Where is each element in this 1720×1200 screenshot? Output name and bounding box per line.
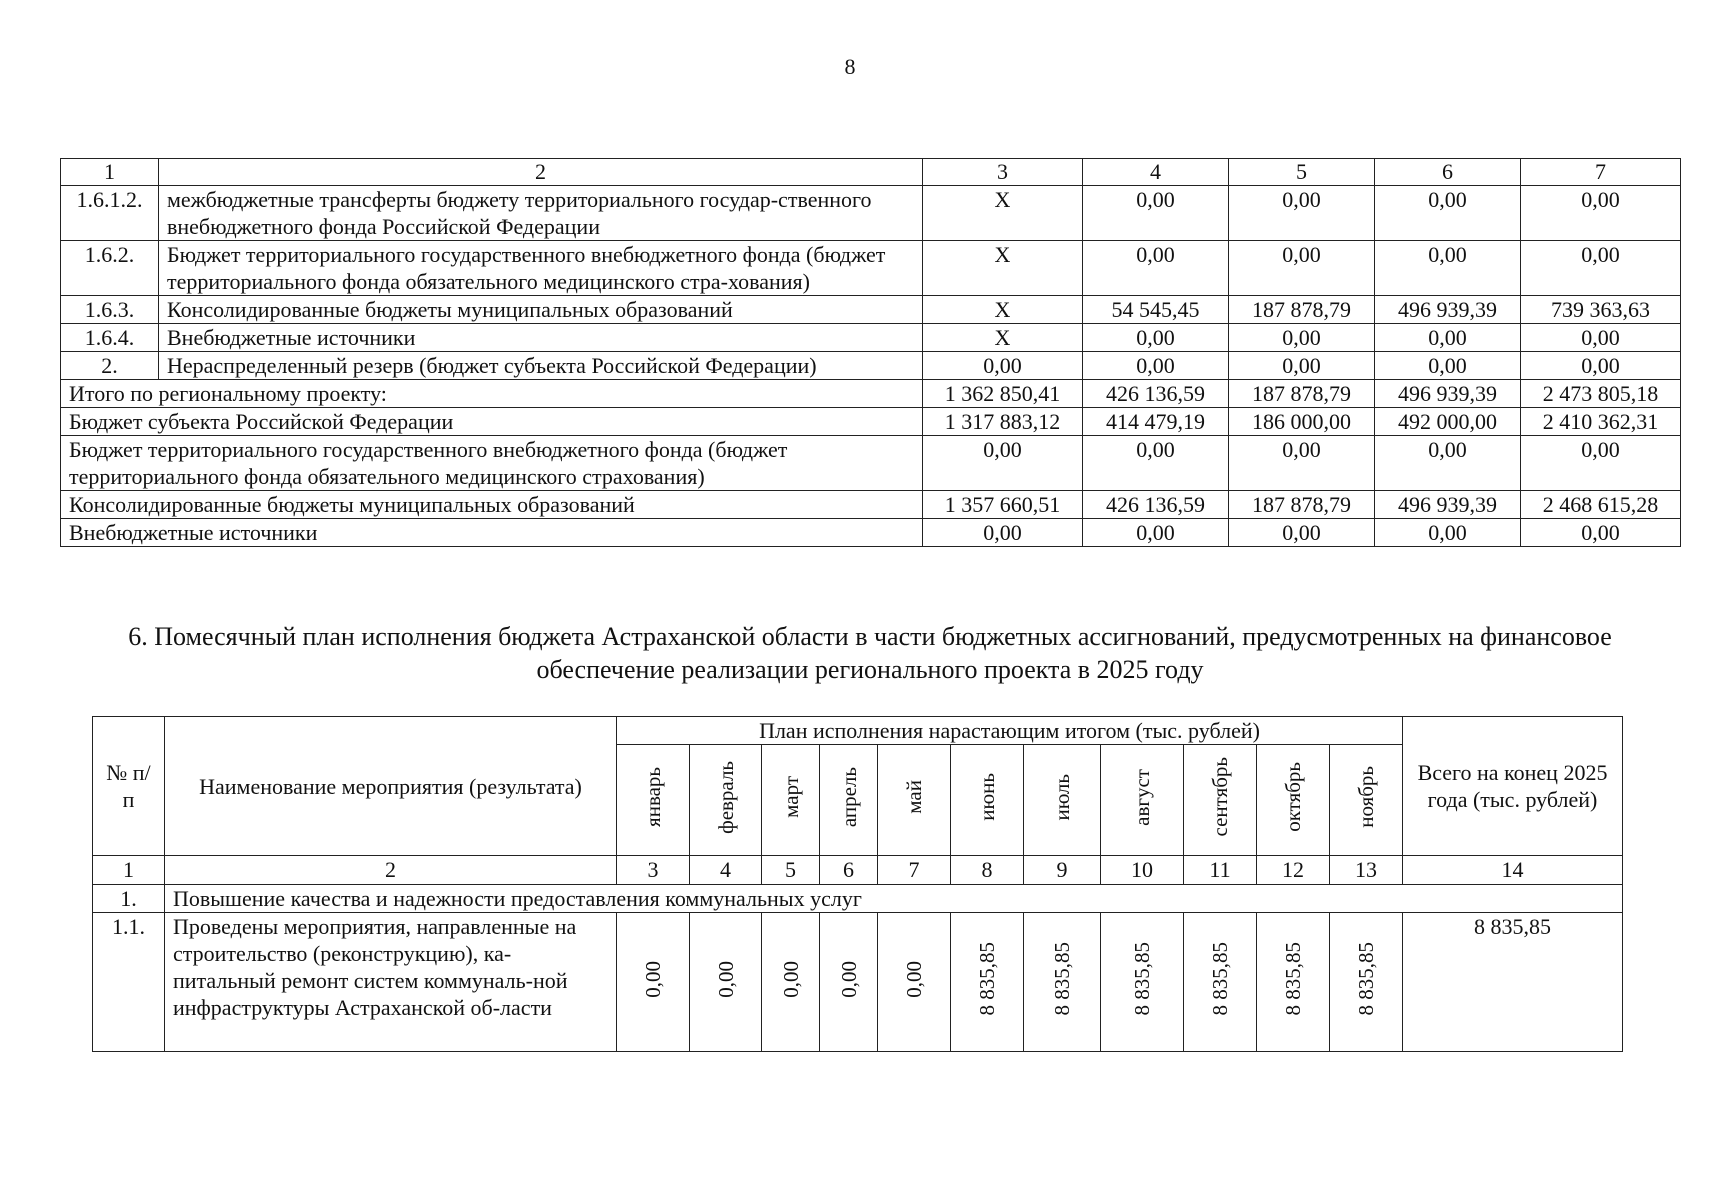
- month-header: [1330, 745, 1403, 856]
- column-number-cell: 2: [165, 856, 617, 885]
- month-value: 0,00: [836, 960, 861, 998]
- section-title: 6. Помесячный план исполнения бюджета Астраханской области в части бюджетных ассигнований, предусмотренных на финансовое обеспечение реализации регионального проекта в 2025 году: [128, 622, 1612, 684]
- month-value-cell: [1257, 913, 1330, 1052]
- month-value-cell: [762, 913, 820, 1052]
- month-header: [1257, 745, 1330, 856]
- value-cell: 0,00: [1375, 241, 1521, 296]
- value-cell: 54 545,45: [1083, 296, 1229, 324]
- value-cell: 496 939,39: [1375, 296, 1521, 324]
- column-number-cell: 4: [1083, 159, 1229, 186]
- column-number-cell: 12: [1257, 856, 1330, 885]
- month-label: июль: [1050, 773, 1074, 821]
- table-row: [61, 296, 1681, 324]
- totals-label: Итого по региональному проекту:: [61, 380, 923, 408]
- value-cell: X: [923, 296, 1083, 324]
- month-label: январь: [641, 767, 665, 827]
- column-number-cell: 6: [820, 856, 878, 885]
- column-number-cell: 2: [159, 159, 923, 186]
- value-cell: 0,00: [923, 436, 1083, 491]
- month-label: апрель: [836, 766, 861, 828]
- value-cell: 187 878,79: [1229, 491, 1375, 519]
- month-value-cell: [690, 913, 762, 1052]
- row-name: Нераспределенный резерв (бюджет субъекта Российской Федерации): [159, 352, 923, 380]
- value-cell: 1 357 660,51: [923, 491, 1083, 519]
- month-header: [617, 745, 690, 856]
- row-name: Бюджет территориального государственного внебюджетного фонда (бюджет территориального фонда обязательного медицинского стра-хования): [159, 241, 923, 296]
- month-label: сентябрь: [1208, 757, 1232, 837]
- value-cell: 1 362 850,41: [923, 380, 1083, 408]
- column-number-cell: 14: [1403, 856, 1623, 885]
- value-cell: 2 410 362,31: [1521, 408, 1681, 436]
- totals-row: [61, 408, 1681, 436]
- totals-label: Внебюджетные источники: [61, 519, 923, 547]
- month-value-cell: [1101, 913, 1184, 1052]
- month-value: 8 835,85: [1281, 942, 1305, 1016]
- value-cell: 0,00: [1521, 519, 1681, 547]
- month-label: февраль: [713, 760, 738, 834]
- value-cell: 739 363,63: [1521, 296, 1681, 324]
- month-header: [1184, 745, 1257, 856]
- value-cell: X: [923, 324, 1083, 352]
- value-cell: X: [923, 186, 1083, 241]
- table-row: [61, 186, 1681, 241]
- value-cell: 0,00: [923, 519, 1083, 547]
- column-number-row: [93, 856, 1623, 885]
- value-cell: 0,00: [1521, 186, 1681, 241]
- value-cell: 2 468 615,28: [1521, 491, 1681, 519]
- total-value: 8 835,85: [1403, 913, 1623, 1052]
- totals-row: [61, 491, 1681, 519]
- table-row: [61, 241, 1681, 296]
- row-number: 1.6.2.: [61, 241, 159, 296]
- month-value: 8 835,85: [1354, 942, 1378, 1016]
- column-number-cell: 6: [1375, 159, 1521, 186]
- month-value-cell: [1184, 913, 1257, 1052]
- month-value: 8 835,85: [1050, 942, 1074, 1016]
- month-value-cell: [1024, 913, 1101, 1052]
- value-cell: 496 939,39: [1375, 491, 1521, 519]
- row-number: 2.: [61, 352, 159, 380]
- value-cell: 0,00: [1521, 436, 1681, 491]
- table-row: [61, 352, 1681, 380]
- totals-row: [61, 519, 1681, 547]
- budget-sources-table: [60, 158, 1681, 547]
- header-plan: План исполнения нарастающим итогом (тыс. рублей): [617, 717, 1403, 745]
- month-value-cell: [951, 913, 1024, 1052]
- value-cell: 0,00: [1521, 241, 1681, 296]
- month-value: 0,00: [902, 960, 926, 998]
- value-cell: 2 473 805,18: [1521, 380, 1681, 408]
- month-label: июнь: [975, 773, 999, 821]
- value-cell: 426 136,59: [1083, 491, 1229, 519]
- month-label: май: [902, 780, 926, 814]
- column-number-cell: 7: [1521, 159, 1681, 186]
- month-header: [1101, 745, 1184, 856]
- month-label: октябрь: [1281, 762, 1305, 832]
- month-header: [878, 745, 951, 856]
- value-cell: 492 000,00: [1375, 408, 1521, 436]
- column-number-cell: 1: [93, 856, 165, 885]
- totals-row: [61, 436, 1681, 491]
- value-cell: 426 136,59: [1083, 380, 1229, 408]
- value-cell: 0,00: [1375, 352, 1521, 380]
- value-cell: 0,00: [1521, 324, 1681, 352]
- header-name: Наименование мероприятия (результата): [165, 717, 617, 856]
- value-cell: 0,00: [1083, 519, 1229, 547]
- column-number-cell: 1: [61, 159, 159, 186]
- row-name: Проведены мероприятия, направленные на строительство (реконструкцию), ка-питальный ремонт систем коммуналь-ной инфраструктуры Астраханской об-ласти: [165, 913, 617, 1052]
- month-header: [1024, 745, 1101, 856]
- month-value: 0,00: [713, 960, 738, 998]
- row-number: 1.6.3.: [61, 296, 159, 324]
- value-cell: 0,00: [1229, 352, 1375, 380]
- header-row: [93, 717, 1623, 745]
- table-row: [61, 324, 1681, 352]
- row-number: 1.: [93, 885, 165, 913]
- column-number-cell: 11: [1184, 856, 1257, 885]
- month-header: [762, 745, 820, 856]
- month-header: [820, 745, 878, 856]
- month-value-cell: [617, 913, 690, 1052]
- row-name: Внебюджетные источники: [159, 324, 923, 352]
- value-cell: 0,00: [1375, 436, 1521, 491]
- totals-label: Бюджет территориального государственного внебюджетного фонда (бюджет территориального фонда обязательного медицинского страхования): [61, 436, 923, 491]
- column-number-cell: 5: [762, 856, 820, 885]
- column-number-cell: 7: [878, 856, 951, 885]
- value-cell: 187 878,79: [1229, 380, 1375, 408]
- column-number-row: [61, 159, 1681, 186]
- totals-row: [61, 380, 1681, 408]
- value-cell: 0,00: [1229, 519, 1375, 547]
- column-number-cell: 10: [1101, 856, 1184, 885]
- totals-label: Бюджет субъекта Российской Федерации: [61, 408, 923, 436]
- month-value-cell: [1330, 913, 1403, 1052]
- totals-label: Консолидированные бюджеты муниципальных образований: [61, 491, 923, 519]
- value-cell: 1 317 883,12: [923, 408, 1083, 436]
- value-cell: 0,00: [1083, 436, 1229, 491]
- month-value-cell: [820, 913, 878, 1052]
- row-number: 1.6.1.2.: [61, 186, 159, 241]
- monthly-plan-table: [92, 716, 1623, 1052]
- value-cell: 0,00: [1083, 352, 1229, 380]
- header-total: Всего на конец 2025 года (тыс. рублей): [1403, 717, 1623, 856]
- month-value: 8 835,85: [1130, 942, 1154, 1016]
- value-cell: 0,00: [1229, 324, 1375, 352]
- month-value: 8 835,85: [1208, 942, 1232, 1016]
- page-number: 8: [844, 54, 856, 79]
- month-value: 0,00: [778, 960, 803, 998]
- column-number-cell: 5: [1229, 159, 1375, 186]
- value-cell: X: [923, 241, 1083, 296]
- column-number-cell: 3: [923, 159, 1083, 186]
- value-cell: 0,00: [1229, 436, 1375, 491]
- month-label: март: [778, 776, 803, 818]
- month-header: [951, 745, 1024, 856]
- value-cell: 0,00: [1375, 186, 1521, 241]
- column-number-cell: 4: [690, 856, 762, 885]
- month-label: ноябрь: [1354, 766, 1378, 828]
- value-cell: 0,00: [1521, 352, 1681, 380]
- month-header: [690, 745, 762, 856]
- month-value: 0,00: [641, 960, 665, 998]
- value-cell: 496 939,39: [1375, 380, 1521, 408]
- value-cell: 414 479,19: [1083, 408, 1229, 436]
- value-cell: 0,00: [1083, 241, 1229, 296]
- header-num: № п/п: [93, 717, 165, 856]
- value-cell: 186 000,00: [1229, 408, 1375, 436]
- month-value: 8 835,85: [975, 942, 999, 1016]
- row-name: Консолидированные бюджеты муниципальных образований: [159, 296, 923, 324]
- column-number-cell: 13: [1330, 856, 1403, 885]
- value-cell: 0,00: [1229, 186, 1375, 241]
- row-number: 1.1.: [93, 913, 165, 1052]
- month-value-cell: [878, 913, 951, 1052]
- value-cell: 0,00: [1375, 519, 1521, 547]
- value-cell: 0,00: [1375, 324, 1521, 352]
- column-number-cell: 8: [951, 856, 1024, 885]
- value-cell: 0,00: [923, 352, 1083, 380]
- month-label: август: [1130, 768, 1154, 826]
- row-name: Повышение качества и надежности предоставления коммунальных услуг: [165, 885, 1623, 913]
- row-name: межбюджетные трансферты бюджету территориального государ-ственного внебюджетного фонда Российской Федерации: [159, 186, 923, 241]
- column-number-cell: 9: [1024, 856, 1101, 885]
- row-number: 1.6.4.: [61, 324, 159, 352]
- value-cell: 0,00: [1229, 241, 1375, 296]
- value-cell: 187 878,79: [1229, 296, 1375, 324]
- column-number-cell: 3: [617, 856, 690, 885]
- value-cell: 0,00: [1083, 324, 1229, 352]
- section-row: [93, 885, 1623, 913]
- table-row: [93, 913, 1623, 1052]
- value-cell: 0,00: [1083, 186, 1229, 241]
